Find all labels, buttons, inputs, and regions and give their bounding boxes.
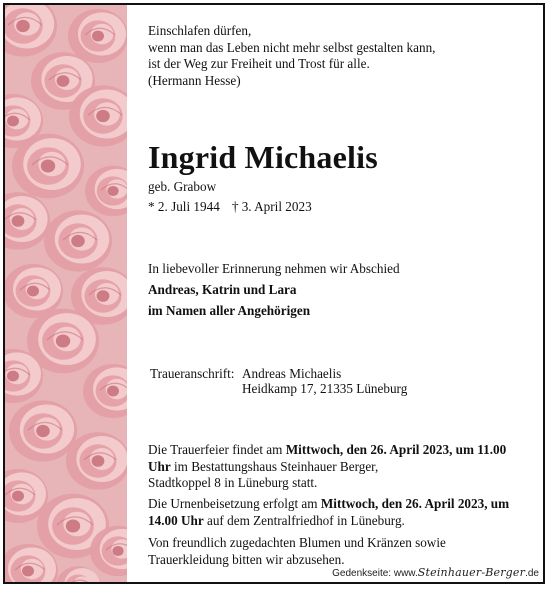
rose-14: [83, 364, 127, 418]
urn-place: auf dem Zentralfriedhof in Lüneburg.: [203, 512, 405, 528]
rose-7: [85, 166, 127, 216]
request-line-2: Trauerkleidung bitten wir abzusehen.: [148, 551, 345, 567]
birth-date: * 2. Juli 1944: [148, 199, 220, 214]
address-label: Traueranschrift:: [150, 366, 235, 381]
rose-2: [68, 9, 127, 63]
request-paragraph: [148, 535, 446, 568]
quote-line-2: wenn man das Leben nicht mehr selbst gestalten kann,: [148, 39, 436, 55]
rose-9: [44, 210, 112, 271]
address-name: Andreas Michaelis: [242, 366, 342, 381]
deceased-name: Ingrid Michaelis: [148, 139, 378, 175]
rose-21: [56, 566, 100, 582]
urn-time: 14.00 Uhr: [148, 512, 204, 528]
ceremony-time-unit: Uhr: [148, 458, 171, 474]
obituary-frame: [3, 3, 545, 584]
ceremony-address: Stadtkoppel 8 in Lüneburg statt.: [148, 475, 318, 490]
life-dates: [148, 199, 312, 216]
farewell-intro: In liebevoller Erinnerung nehmen wir Abschied: [148, 261, 400, 276]
rose-8: [5, 192, 50, 250]
urn-pre: Die Urnenbeisetzung erfolgt am: [148, 496, 321, 511]
quote-author: (Hermann Hesse): [148, 72, 241, 88]
quote-line-1: Einschlafen dürfen,: [148, 23, 252, 38]
quote: [148, 23, 435, 89]
ceremony-pre: Die Trauerfeier findet am: [148, 442, 286, 457]
mourner-names: Andreas, Katrin und Lara: [148, 282, 297, 297]
address-street: Heidkamp 17, 21335 Lüneburg: [242, 381, 408, 396]
roses-illustration: [5, 5, 127, 582]
death-date: † 3. April 2023: [231, 199, 312, 214]
roses-image: [5, 5, 127, 582]
ceremony-place: im Bestattungshaus Steinhauer Berger,: [170, 458, 379, 474]
rose-16: [66, 432, 127, 490]
request-line-1: Von freundlich zugedachten Blumen und Kränzen sowie: [148, 535, 446, 550]
relatives-line: im Namen aller Angehörigen: [148, 303, 311, 318]
rose-1: [5, 5, 57, 57]
ceremony-date: Mittwoch, den 26. April 2023, um 11.00: [285, 442, 507, 457]
ceremony-paragraph: [148, 442, 506, 492]
quote-line-3: ist der Weg zur Freiheit und Trost für alle.: [148, 56, 370, 71]
footer-brand: Steinhauer-Berger: [417, 566, 526, 579]
urn-date: Mittwoch, den 26. April 2023, um: [320, 496, 510, 511]
obituary-content: [148, 5, 537, 582]
urn-paragraph: [148, 496, 509, 529]
memorial-page-link[interactable]: [332, 566, 539, 579]
birth-name: geb. Grabow: [148, 179, 217, 194]
rose-15: [9, 400, 77, 461]
footer-label: Gedenkseite: www.: [332, 568, 418, 579]
rose-6: [12, 134, 84, 199]
footer-tld: .de: [525, 568, 539, 579]
